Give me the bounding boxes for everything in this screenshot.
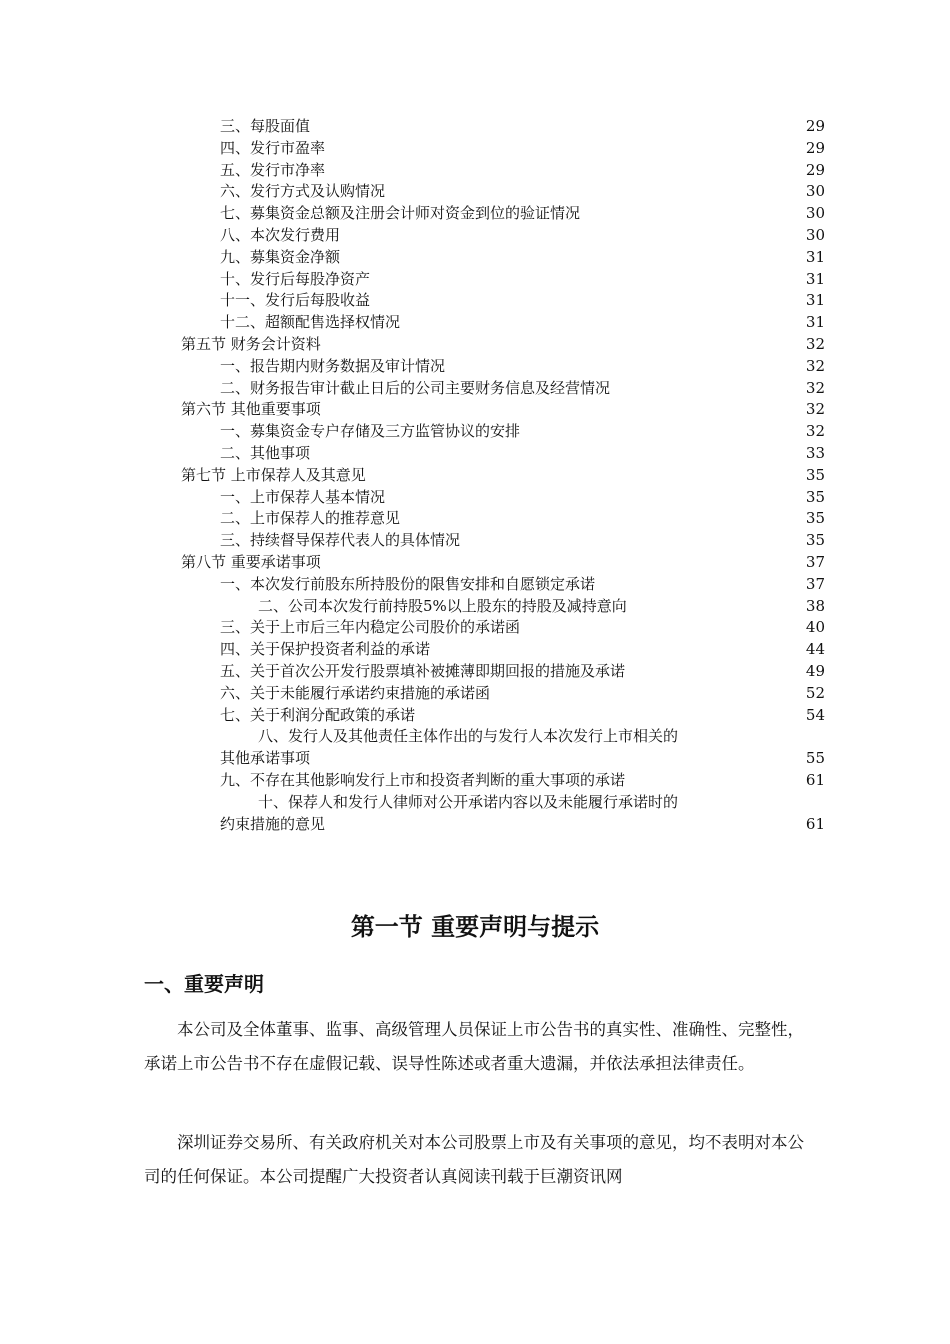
toc-entry-page: 35 [803, 465, 825, 487]
toc-entry[interactable] [0, 661, 950, 683]
toc-entry-title: 一、募集资金专户存储及三方监管协议的安排 [220, 422, 521, 441]
toc-entry-title: 一、报告期内财务数据及审计情况 [220, 356, 446, 375]
toc-entry[interactable] [0, 138, 950, 160]
toc-entry-title: 七、关于利润分配政策的承诺 [220, 705, 416, 724]
toc-entry-title: 五、关于首次公开发行股票填补被摊薄即期回报的措施及承诺 [220, 661, 626, 680]
toc-entry-page: 52 [803, 683, 825, 705]
toc-entry-page: 31 [803, 312, 825, 334]
toc-entry-page: 29 [803, 160, 825, 182]
paragraph-disclaimer: 深圳证券交易所、有关政府机关对本公司股票上市及有关事项的意见，均不表明对本公司的任何保证。本公司提醒广大投资者认真阅读刊载于巨潮资讯网 [144, 1133, 804, 1186]
toc-entry-title: 九、不存在其他影响发行上市和投资者判断的重大事项的承诺 [220, 770, 626, 789]
toc-entry[interactable] [0, 225, 950, 247]
toc-entry-title: 第五节 财务会计资料 [181, 334, 321, 353]
toc-entry-title: 二、其他事项 [220, 443, 311, 462]
toc-entry-page: 31 [803, 290, 825, 312]
toc-entry-page: 29 [803, 138, 825, 160]
toc-entry-title: 十二、超额配售选择权情况 [220, 313, 401, 332]
toc-entry-page: 30 [803, 203, 825, 225]
toc-entry[interactable] [0, 814, 950, 836]
toc-entry[interactable] [0, 269, 950, 291]
toc-entry-title: 四、关于保护投资者利益的承诺 [220, 640, 431, 659]
subsection-title: 一、重要声明 [144, 972, 264, 996]
toc-entry[interactable] [0, 356, 950, 378]
toc-entry-title: 约束措施的意见 [220, 814, 326, 833]
toc-entry-page: 61 [803, 814, 825, 836]
section-title: 第一节 重要声明与提示 [350, 913, 600, 941]
toc-entry[interactable] [0, 181, 950, 203]
toc-entry-page: 32 [803, 399, 825, 421]
toc-entry-page: 32 [803, 356, 825, 378]
toc-entry-page: 30 [803, 181, 825, 203]
toc-entry[interactable] [0, 312, 950, 334]
toc-entry-page: 31 [803, 269, 825, 291]
toc-entry-page: 32 [803, 378, 825, 400]
toc-entry-title: 六、发行方式及认购情况 [220, 182, 386, 201]
toc-entry-title: 第六节 其他重要事项 [181, 400, 321, 419]
toc-entry-title: 四、发行市盈率 [220, 138, 326, 157]
toc-entry-title: 十、保荐人和发行人律师对公开承诺内容以及未能履行承诺时的 [258, 792, 679, 811]
toc-entry[interactable] [0, 465, 950, 487]
toc-entry-page: 32 [803, 334, 825, 356]
toc-entry-title: 六、关于未能履行承诺约束措施的承诺函 [220, 683, 491, 702]
toc-entry[interactable] [0, 617, 950, 639]
toc-entry[interactable] [0, 792, 950, 814]
toc-entry[interactable] [0, 290, 950, 312]
toc-entry[interactable] [0, 574, 950, 596]
toc-entry-title: 五、发行市净率 [220, 160, 326, 179]
toc-entry[interactable] [0, 748, 950, 770]
toc-entry-page: 32 [803, 421, 825, 443]
toc-entry-page: 29 [803, 116, 825, 138]
toc-entry-title: 八、本次发行费用 [220, 225, 341, 244]
toc-entry[interactable] [0, 334, 950, 356]
toc-entry[interactable] [0, 508, 950, 530]
toc-entry-title: 三、关于上市后三年内稳定公司股价的承诺函 [220, 618, 521, 637]
toc-entry-title: 第八节 重要承诺事项 [181, 552, 321, 571]
toc-entry-page: 35 [803, 508, 825, 530]
toc-entry-page: 30 [803, 225, 825, 247]
toc-entry-title: 十、发行后每股净资产 [220, 269, 371, 288]
toc-entry[interactable] [0, 770, 950, 792]
toc-entry-page: 38 [803, 596, 825, 618]
toc-entry-title: 二、上市保荐人的推荐意见 [220, 509, 401, 528]
toc-entry[interactable] [0, 552, 950, 574]
toc-entry[interactable] [0, 378, 950, 400]
toc-entry-title: 第七节 上市保荐人及其意见 [181, 465, 366, 484]
toc-entry-title: 一、上市保荐人基本情况 [220, 487, 386, 506]
toc-entry[interactable] [0, 247, 950, 269]
toc-entry[interactable] [0, 487, 950, 509]
toc-entry[interactable] [0, 399, 950, 421]
toc-entry-page: 44 [803, 639, 825, 661]
toc-entry-page: 31 [803, 247, 825, 269]
table-of-contents [0, 116, 950, 835]
toc-entry[interactable] [0, 530, 950, 552]
toc-entry-title: 三、持续督导保荐代表人的具体情况 [220, 531, 461, 550]
toc-entry-title: 十一、发行后每股收益 [220, 291, 371, 310]
toc-entry-page: 33 [803, 443, 825, 465]
toc-entry-page: 40 [803, 617, 825, 639]
toc-entry-title: 三、每股面值 [220, 117, 311, 135]
toc-entry[interactable] [0, 726, 950, 748]
paragraph-statement: 本公司及全体董事、监事、高级管理人员保证上市公告书的真实性、准确性、完整性，承诺上市公告书不存在虚假记载、误导性陈述或者重大遗漏，并依法承担法律责任。 [144, 1020, 804, 1073]
toc-entry-title: 八、发行人及其他责任主体作出的与发行人本次发行上市相关的 [258, 727, 679, 746]
toc-entry[interactable] [0, 421, 950, 443]
toc-entry-title: 二、财务报告审计截止日后的公司主要财务信息及经营情况 [220, 378, 611, 397]
toc-entry[interactable] [0, 683, 950, 705]
toc-entry-page: 61 [803, 770, 825, 792]
toc-entry[interactable] [0, 443, 950, 465]
toc-entry[interactable] [0, 639, 950, 661]
toc-entry[interactable] [0, 705, 950, 727]
toc-entry[interactable] [0, 160, 950, 182]
toc-entry-title: 一、本次发行前股东所持股份的限售安排和自愿锁定承诺 [220, 574, 596, 593]
toc-entry-page: 55 [803, 748, 825, 770]
toc-entry[interactable] [0, 116, 950, 138]
toc-entry[interactable] [0, 596, 950, 618]
toc-entry-page: 35 [803, 487, 825, 509]
toc-entry-page: 37 [803, 552, 825, 574]
toc-entry-page: 35 [803, 530, 825, 552]
toc-entry-title: 其他承诺事项 [220, 749, 311, 768]
toc-entry-title: 九、募集资金净额 [220, 247, 341, 266]
toc-entry-page: 49 [803, 661, 825, 683]
toc-entry[interactable] [0, 203, 950, 225]
toc-entry-title: 七、募集资金总额及注册会计师对资金到位的验证情况 [220, 204, 581, 223]
toc-entry-page: 37 [803, 574, 825, 596]
toc-entry-title: 二、公司本次发行前持股5%以上股东的持股及减持意向 [258, 596, 627, 615]
toc-entry-page: 54 [803, 705, 825, 727]
